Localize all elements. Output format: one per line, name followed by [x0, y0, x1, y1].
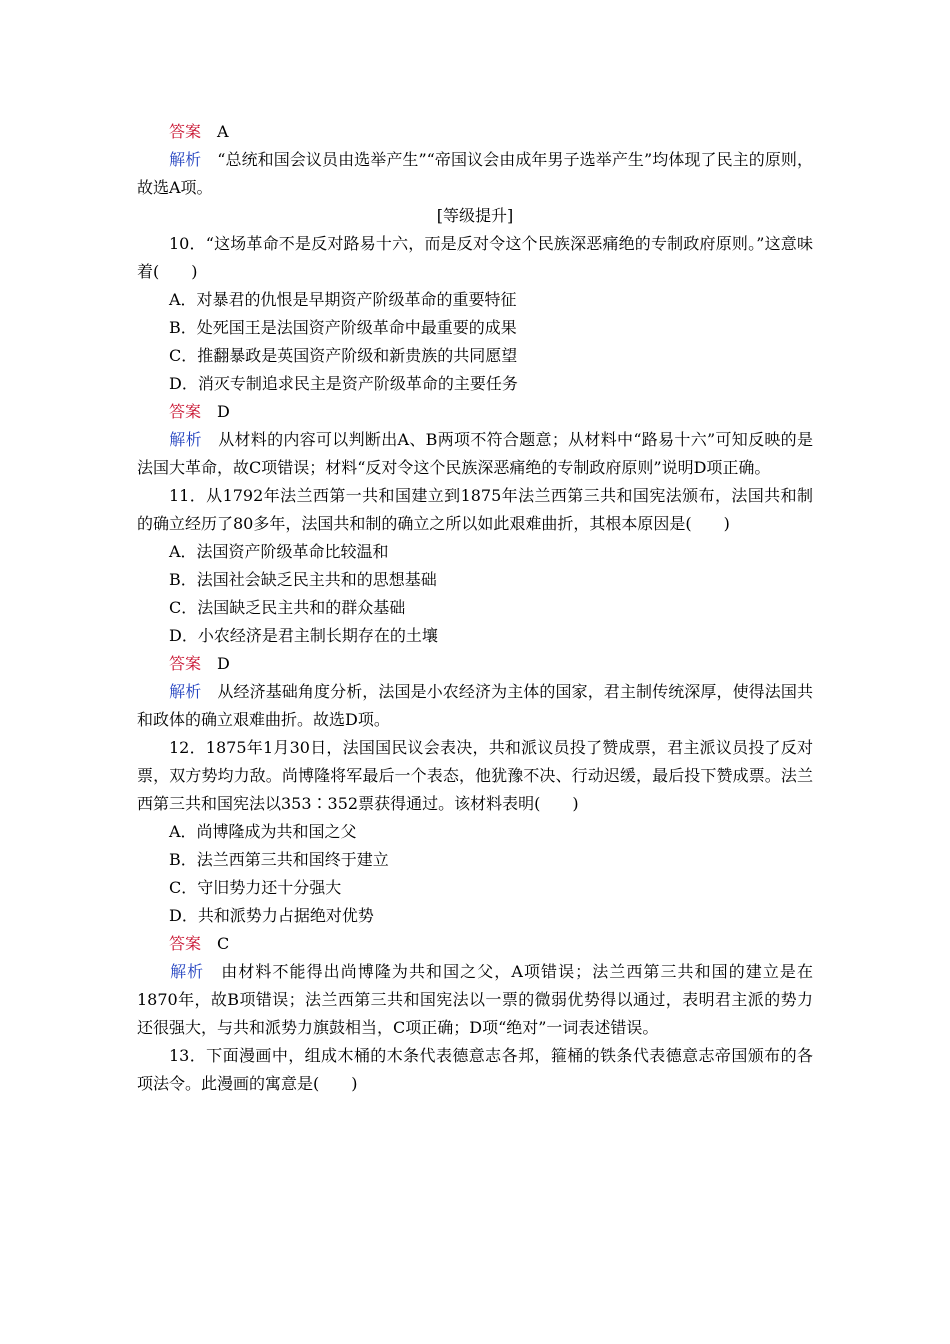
explanation-label: 解析 — [169, 962, 205, 981]
answer-value: D — [217, 654, 230, 673]
answer-line — [137, 650, 813, 678]
answer-label: 答案 — [169, 402, 202, 421]
answer-label: 答案 — [169, 122, 202, 141]
option-item: D．小农经济是君主制长期存在的土壤 — [169, 626, 438, 645]
explanation-text: 由材料不能得出尚博隆为共和国之父，A项错误；法兰西第三共和国的建立是在1870年，故B项错误；法兰西第三共和国宪法以一票的微弱优势得以通过，表明君主派的势力还很强大，与共和派势力旗鼓相当，C项正确；D项“绝对”一词表述错误。 — [137, 962, 813, 1037]
explanation-text: “总统和国会议员由选举产生”“帝国议会由成年男子选举产生”均体现了民主的原则，故选A项。 — [137, 150, 813, 197]
explanation-text: 从经济基础角度分析，法国是小农经济为主体的国家，君主制传统深厚，使得法国共和政体的确立艰难曲折。故选D项。 — [137, 682, 813, 729]
question-stem — [137, 1042, 813, 1098]
answer-label: 答案 — [169, 654, 202, 673]
option-item: B．法兰西第三共和国终于建立 — [169, 850, 389, 869]
explanation-label: 解析 — [169, 682, 202, 701]
option-item: A．法国资产阶级革命比较温和 — [169, 542, 389, 561]
option-item: C．守旧势力还十分强大 — [169, 878, 342, 897]
answer-value: C — [217, 934, 230, 953]
question-stem — [137, 734, 813, 818]
explanation-paragraph — [137, 146, 813, 202]
explanation-label: 解析 — [169, 150, 202, 169]
option-item: D．共和派势力占据绝对优势 — [169, 906, 374, 925]
question-stem — [137, 482, 813, 538]
document-page — [137, 118, 813, 1098]
option-item: A．尚博隆成为共和国之父 — [169, 822, 357, 841]
option-item: B．法国社会缺乏民主共和的思想基础 — [169, 570, 437, 589]
explanation-text: 从材料的内容可以判断出A、B两项不符合题意；从材料中“路易十六”可知反映的是法国大革命，故C项错误；材料“反对令这个民族深恶痛绝的专制政府原则”说明D项正确。 — [137, 430, 813, 477]
answer-label: 答案 — [169, 934, 202, 953]
question-stem-text: 13．下面漫画中，组成木桶的木条代表德意志各邦，箍桶的铁条代表德意志帝国颁布的各项法令。此漫画的寓意是( ) — [137, 1046, 813, 1093]
answer-line — [137, 398, 813, 426]
question-stem-text: 11．从1792年法兰西第一共和国建立到1875年法兰西第三共和国宪法颁布，法国共和制的确立经历了80多年，法国共和制的确立之所以如此艰难曲折，其根本原因是( ) — [137, 486, 813, 533]
explanation-paragraph — [137, 426, 813, 482]
answer-line — [137, 118, 813, 146]
question-stem — [137, 230, 813, 286]
question-stem-text: 10．“这场革命不是反对路易十六，而是反对令这个民族深恶痛绝的专制政府原则。”这意味着( ) — [137, 234, 813, 281]
answer-value: A — [217, 122, 229, 141]
question-stem-text: 12．1875年1月30日，法国国民议会表决，共和派议员投了赞成票，君主派议员投了反对票，双方势均力敌。尚博隆将军最后一个表态，他犹豫不决、行动迟缓，最后投下赞成票。法兰西第三共和国宪法以353∶352票获得通过。该材料表明( ) — [137, 738, 813, 813]
explanation-paragraph — [137, 678, 813, 734]
explanation-paragraph — [137, 958, 813, 1042]
option-item: D．消灭专制追求民主是资产阶级革命的主要任务 — [169, 374, 518, 393]
answer-line — [137, 930, 813, 958]
option-item: C．法国缺乏民主共和的群众基础 — [169, 598, 406, 617]
section-title: [等级提升] — [436, 206, 514, 225]
option-item: C．推翻暴政是英国资产阶级和新贵族的共同愿望 — [169, 346, 518, 365]
explanation-label: 解析 — [169, 430, 202, 449]
option-item: A．对暴君的仇恨是早期资产阶级革命的重要特征 — [169, 290, 517, 309]
answer-value: D — [217, 402, 230, 421]
option-item: B．处死国王是法国资产阶级革命中最重要的成果 — [169, 318, 517, 337]
